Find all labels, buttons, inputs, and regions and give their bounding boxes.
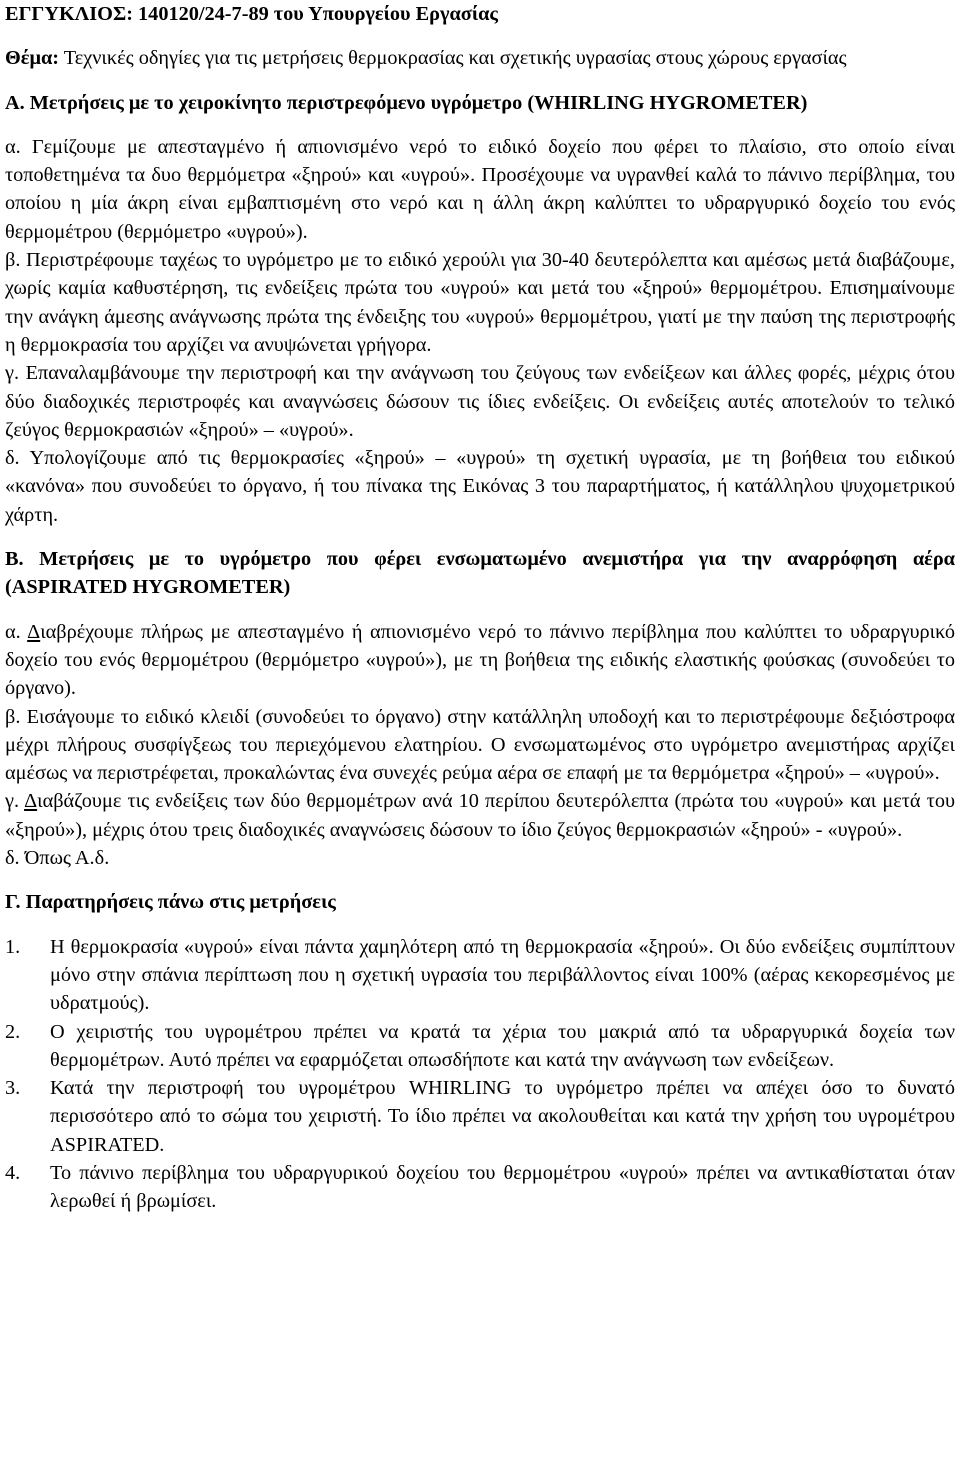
section-b-title: Β. Μετρήσεις με το υγρόμετρο που φέρει ενσωματωμένο ανεμιστήρα για την αναρρόφηση αέρα (ASPIRATED HYGROMETER) (5, 548, 955, 599)
section-b-item-a-initial: Δ (27, 620, 41, 643)
section-a-item-c: γ. Επαναλαμβάνουμε την περιστροφή και την ανάγνωση του ζεύγους των ενδείξεων και άλλες φορές, μέχρις ότου δύο διαδοχικές περιστροφές και αναγνώσεις δώσουν τις ίδιες ενδείξεις. Οι ενδείξεις αυτές αποτελούν το τελικό ζεύγος θερμοκρασιών «ξηρού» – «υγρού». (5, 362, 955, 441)
list-item-number: 4. (5, 1161, 21, 1184)
section-b-item-d: δ. Όπως Α.δ. (5, 847, 110, 870)
list-item-text: Η θερμοκρασία «υγρού» είναι πάντα χαμηλότερη από τη θερμοκρασία «ξηρού». Οι δύο ενδείξεις συμπίπτουν μόνο στην σπάνια περίπτωση που η σχετική υγρασία του περιβάλλοντος είναι 100% (αέρας κεκορεσμένος με υδρατμούς). (50, 935, 955, 1015)
list-item-number: 2. (5, 1020, 21, 1043)
subject-paragraph (5, 44, 955, 72)
section-c-title: Γ. Παρατηρήσεις πάνω στις μετρήσεις (5, 891, 336, 914)
section-a-title: Α. Μετρήσεις με το χειροκίνητο περιστρεφόμενο υγρόμετρο (WHIRLING HYGROMETER) (5, 91, 808, 114)
section-a-item-b: β. Περιστρέφουμε ταχέως το υγρόμετρο με το ειδικό χερούλι για 30-40 δευτερόλεπτα και αμέσως μετά διαβάζουμε, χωρίς καμία καθυστέρηση, τις ενδείξεις πρώτα του «υγρού» και μετά του «ξηρού» θερμομέτρου. Επισημαίνουμε την ανάγκη άμεσης ανάγνωσης πρώτα της ένδειξης του «υγρού» θερμομέτρου, γιατί με την παύση της περιστροφής η θερμοκρασία του αρχίζει να ανυψώνεται γρήγορα. (5, 249, 955, 356)
section-b-item-c-prefix: γ. (5, 790, 25, 813)
section-b-item-a (5, 618, 955, 703)
list-item (5, 1159, 955, 1216)
list-item-number: 3. (5, 1077, 21, 1100)
subject-text: Τεχνικές οδηγίες για τις μετρήσεις θερμοκρασίας και σχετικής υγρασίας στους χώρους εργασίας (59, 47, 847, 70)
circular-header: ΕΓΓΥΚΛΙΟΣ: 140120/24-7-89 του Υπουργείου Εργασίας (5, 3, 498, 25)
list-item-text: Το πάνινο περίβλημα του υδραργυρικού δοχείου του θερμομέτρου «υγρού» πρέπει να αντικαθίσταται όταν λερωθεί ή βρωμίσει. (50, 1161, 955, 1213)
section-b-item-b: β. Εισάγουμε το ειδικό κλειδί (συνοδεύει το όργανο) στην κατάλληλη υποδοχή και το περιστρέφουμε δεξιόστροφα μέχρι πλήρους συσφίγξεως του περιεχόμενου ελατηρίου. Ο ενσωματωμένος στο υγρόμετρο ανεμιστήρας αρχίζει αμέσως να περιστρέφεται, προκαλώντας ένα συνεχές ρεύμα αέρα σε επαφή με τα θερμόμετρα «ξηρού» – «υγρού». (5, 705, 955, 785)
list-item-text: Ο χειριστής του υγρομέτρου πρέπει να κρατά τα χέρια του μακριά από τα υδραργυρικά δοχεία των θερμομέτρων. Αυτό πρέπει να εφαρμόζεται οπωσδήποτε και κατά την ανάγνωση των ενδείξεων. (50, 1020, 955, 1071)
section-b-item-a-text: ιαβρέχουμε πλήρως με απεσταγμένο ή απιονισμένο νερό το πάνινο περίβλημα που καλύπτει το υδραργυρικό δοχείο του ενός θερμομέτρου (θερμόμετρο «υγρού»), με τη βοήθεια της ειδικής ελαστικής φούσκας (συνοδεύει το όργανο). (5, 620, 955, 700)
section-b-item-c-text: ιαβάζουμε τις ενδείξεις των δύο θερμομέτρων ανά 10 περίπου δευτερόλεπτα (πρώτα του «υγρού» και μετά του «ξηρού»), μέχρις ότου τρεις διαδοχικές αναγνώσεις δώσουν το ίδιο ζεύγος θερμοκρασιών «ξηρού» - «υγρού». (5, 790, 955, 841)
observations-list (5, 933, 955, 1216)
section-a-item-a: α. Γεμίζουμε με απεσταγμένο ή απιονισμένο νερό το ειδικό δοχείο που φέρει το πλαίσιο, στο οποίο είναι τοποθετημένα τα δυο θερμόμετρα «ξηρού» και «υγρού». Προσέχουμε να υγρανθεί καλά το πάνινο περίβλημα, του οποίου η μία άκρη είναι εμβαπτισμένη στο νερό και η άλλη άκρη καλύπτει το υδραργυρικό δοχείο του ενός θερμομέτρου (θερμόμετρο «υγρού»). (5, 135, 955, 243)
section-b-item-c-initial: Δ (24, 790, 38, 813)
list-item (5, 1074, 955, 1159)
section-a-item-d: δ. Υπολογίζουμε από τις θερμοκρασίες «ξηρού» – «υγρού» τη σχετική υγρασία, με τη βοήθεια του ειδικού «κανόνα» που συνοδεύει το όργανο, ή του πίνακα της Εικόνας 3 του παραρτήματος, ή κατάλληλου ψυχομετρικού χάρτη. (5, 447, 955, 526)
section-b-item-a-prefix: α. (5, 620, 28, 643)
list-item (5, 1018, 955, 1075)
section-b-item-c (5, 787, 955, 844)
list-item (5, 933, 955, 1018)
list-item-number: 1. (5, 935, 21, 958)
subject-label: Θέμα: (5, 47, 60, 70)
list-item-text: Κατά την περιστροφή του υγρομέτρου WHIRLING το υγρόμετρο πρέπει να απέχει όσο το δυνατό περισσότερο από το σώμα του χειριστή. Το ίδιο πρέπει να ακολουθείται και κατά την χρήση του υγρομέτρου ASPIRATED. (50, 1077, 955, 1156)
